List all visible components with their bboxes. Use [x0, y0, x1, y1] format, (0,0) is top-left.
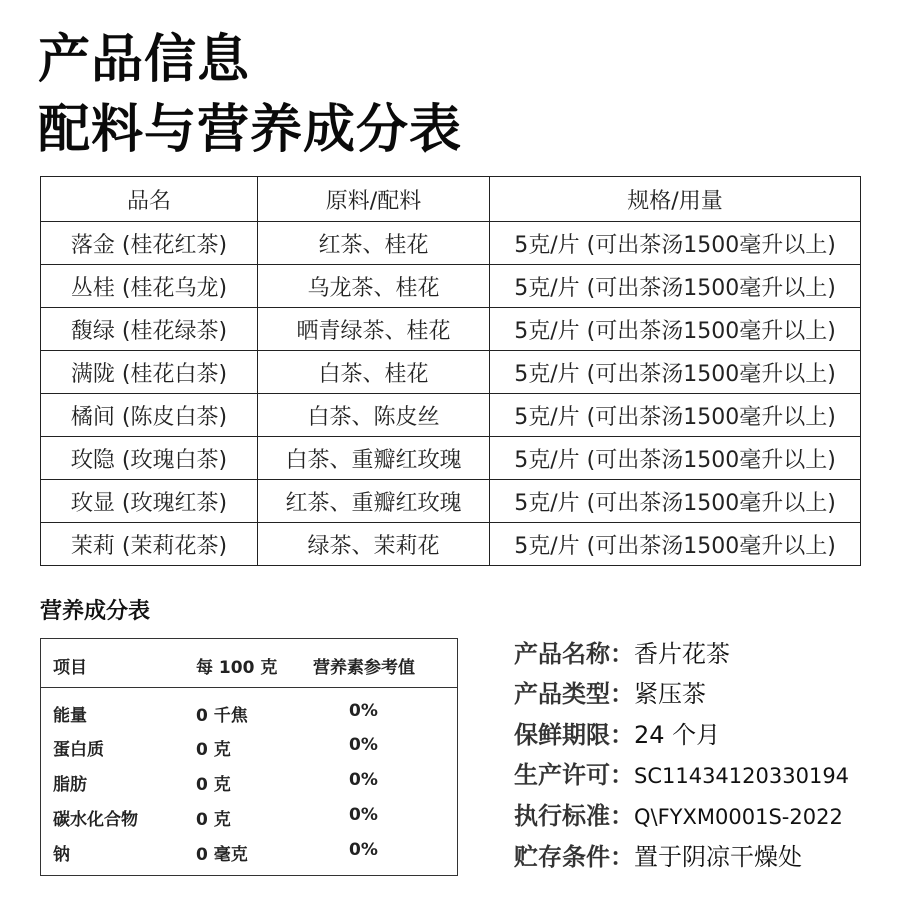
- page-title: 产品信息: [38, 30, 251, 90]
- nutrition-amount: 0 毫克: [196, 845, 248, 865]
- product-name: 玫显 (玫瑰红茶): [41, 480, 258, 523]
- nutrition-item: 碳水化合物: [53, 810, 138, 830]
- product-name: 满陇 (桂花白茶): [41, 351, 258, 394]
- product-spec: 5克/片 (可出茶汤1500毫升以上): [490, 480, 861, 523]
- info-label: 执行标准：: [514, 802, 634, 830]
- product-ingredients: 乌龙茶、桂花: [258, 265, 490, 308]
- product-name: 橘间 (陈皮白茶): [41, 394, 258, 437]
- info-storage: [514, 839, 802, 875]
- table-row: [41, 351, 861, 394]
- product-ingredients: 白茶、桂花: [258, 351, 490, 394]
- nutrition-item: 能量: [53, 706, 87, 726]
- nutrition-amount: 0 克: [196, 775, 231, 795]
- nutrition-header-per100g: 每 100 克: [196, 658, 278, 678]
- product-ingredients: 绿茶、茉莉花: [258, 523, 490, 566]
- product-spec: 5克/片 (可出茶汤1500毫升以上): [490, 265, 861, 308]
- info-value: SC11434120330194: [634, 764, 850, 788]
- product-spec: 5克/片 (可出茶汤1500毫升以上): [490, 308, 861, 351]
- info-label: 生产许可：: [514, 761, 634, 789]
- nutrition-item: 蛋白质: [53, 740, 104, 760]
- page-subtitle: 配料与营养成分表: [38, 100, 463, 160]
- product-spec: 5克/片 (可出茶汤1500毫升以上): [490, 351, 861, 394]
- table-row: [41, 222, 861, 265]
- nutrition-amount: 0 克: [196, 740, 231, 760]
- info-value: 24 个月: [634, 721, 721, 749]
- product-name: 丛桂 (桂花乌龙): [41, 265, 258, 308]
- product-spec: 5克/片 (可出茶汤1500毫升以上): [490, 222, 861, 265]
- nutrition-nrv: 0%: [349, 701, 378, 721]
- product-table-header: [41, 177, 861, 222]
- info-standard: [514, 798, 843, 834]
- info-product-name: [514, 636, 730, 672]
- info-value: 紧压茶: [634, 680, 706, 708]
- nutrition-item: 脂肪: [53, 775, 87, 795]
- info-label: 产品类型：: [514, 680, 634, 708]
- product-table: [40, 176, 861, 566]
- nutrition-nrv: 0%: [349, 840, 378, 860]
- table-row: [41, 523, 861, 566]
- product-ingredients: 晒青绿茶、桂花: [258, 308, 490, 351]
- info-value: Q\FYXM0001S-2022: [634, 805, 843, 829]
- column-header-name: 品名: [41, 177, 258, 222]
- product-name: 馥绿 (桂花绿茶): [41, 308, 258, 351]
- table-row: [41, 265, 861, 308]
- info-value: 香片花茶: [634, 640, 730, 668]
- table-row: [41, 308, 861, 351]
- info-label: 产品名称：: [514, 640, 634, 668]
- product-spec: 5克/片 (可出茶汤1500毫升以上): [490, 394, 861, 437]
- table-row: [41, 480, 861, 523]
- product-ingredients: 红茶、重瓣红玫瑰: [258, 480, 490, 523]
- info-label: 保鲜期限：: [514, 721, 634, 749]
- info-shelf-life: [514, 717, 720, 753]
- info-label: 贮存条件：: [514, 843, 634, 871]
- column-header-spec: 规格/用量: [490, 177, 861, 222]
- product-ingredients: 白茶、重瓣红玫瑰: [258, 437, 490, 480]
- product-ingredients: 红茶、桂花: [258, 222, 490, 265]
- nutrition-amount: 0 千焦: [196, 706, 248, 726]
- column-header-ingredients: 原料/配料: [258, 177, 490, 222]
- nutrition-table: [40, 638, 458, 876]
- product-spec: 5克/片 (可出茶汤1500毫升以上): [490, 523, 861, 566]
- product-name: 茉莉 (茉莉花茶): [41, 523, 258, 566]
- info-product-type: [514, 676, 706, 712]
- info-production-license: [514, 757, 849, 793]
- table-row: [41, 394, 861, 437]
- product-name: 落金 (桂花红茶): [41, 222, 258, 265]
- info-value: 置于阴凉干燥处: [634, 843, 802, 871]
- nutrition-nrv: 0%: [349, 805, 378, 825]
- nutrition-nrv: 0%: [349, 770, 378, 790]
- nutrition-header: [41, 639, 457, 688]
- nutrition-nrv: 0%: [349, 735, 378, 755]
- nutrition-header-nrv: 营养素参考值: [313, 658, 415, 678]
- product-name: 玫隐 (玫瑰白茶): [41, 437, 258, 480]
- nutrition-header-item: 项目: [53, 658, 87, 678]
- nutrition-item: 钠: [53, 845, 70, 865]
- nutrition-amount: 0 克: [196, 810, 231, 830]
- nutrition-title: 营养成分表: [40, 599, 151, 624]
- table-row: [41, 437, 861, 480]
- product-spec: 5克/片 (可出茶汤1500毫升以上): [490, 437, 861, 480]
- product-ingredients: 白茶、陈皮丝: [258, 394, 490, 437]
